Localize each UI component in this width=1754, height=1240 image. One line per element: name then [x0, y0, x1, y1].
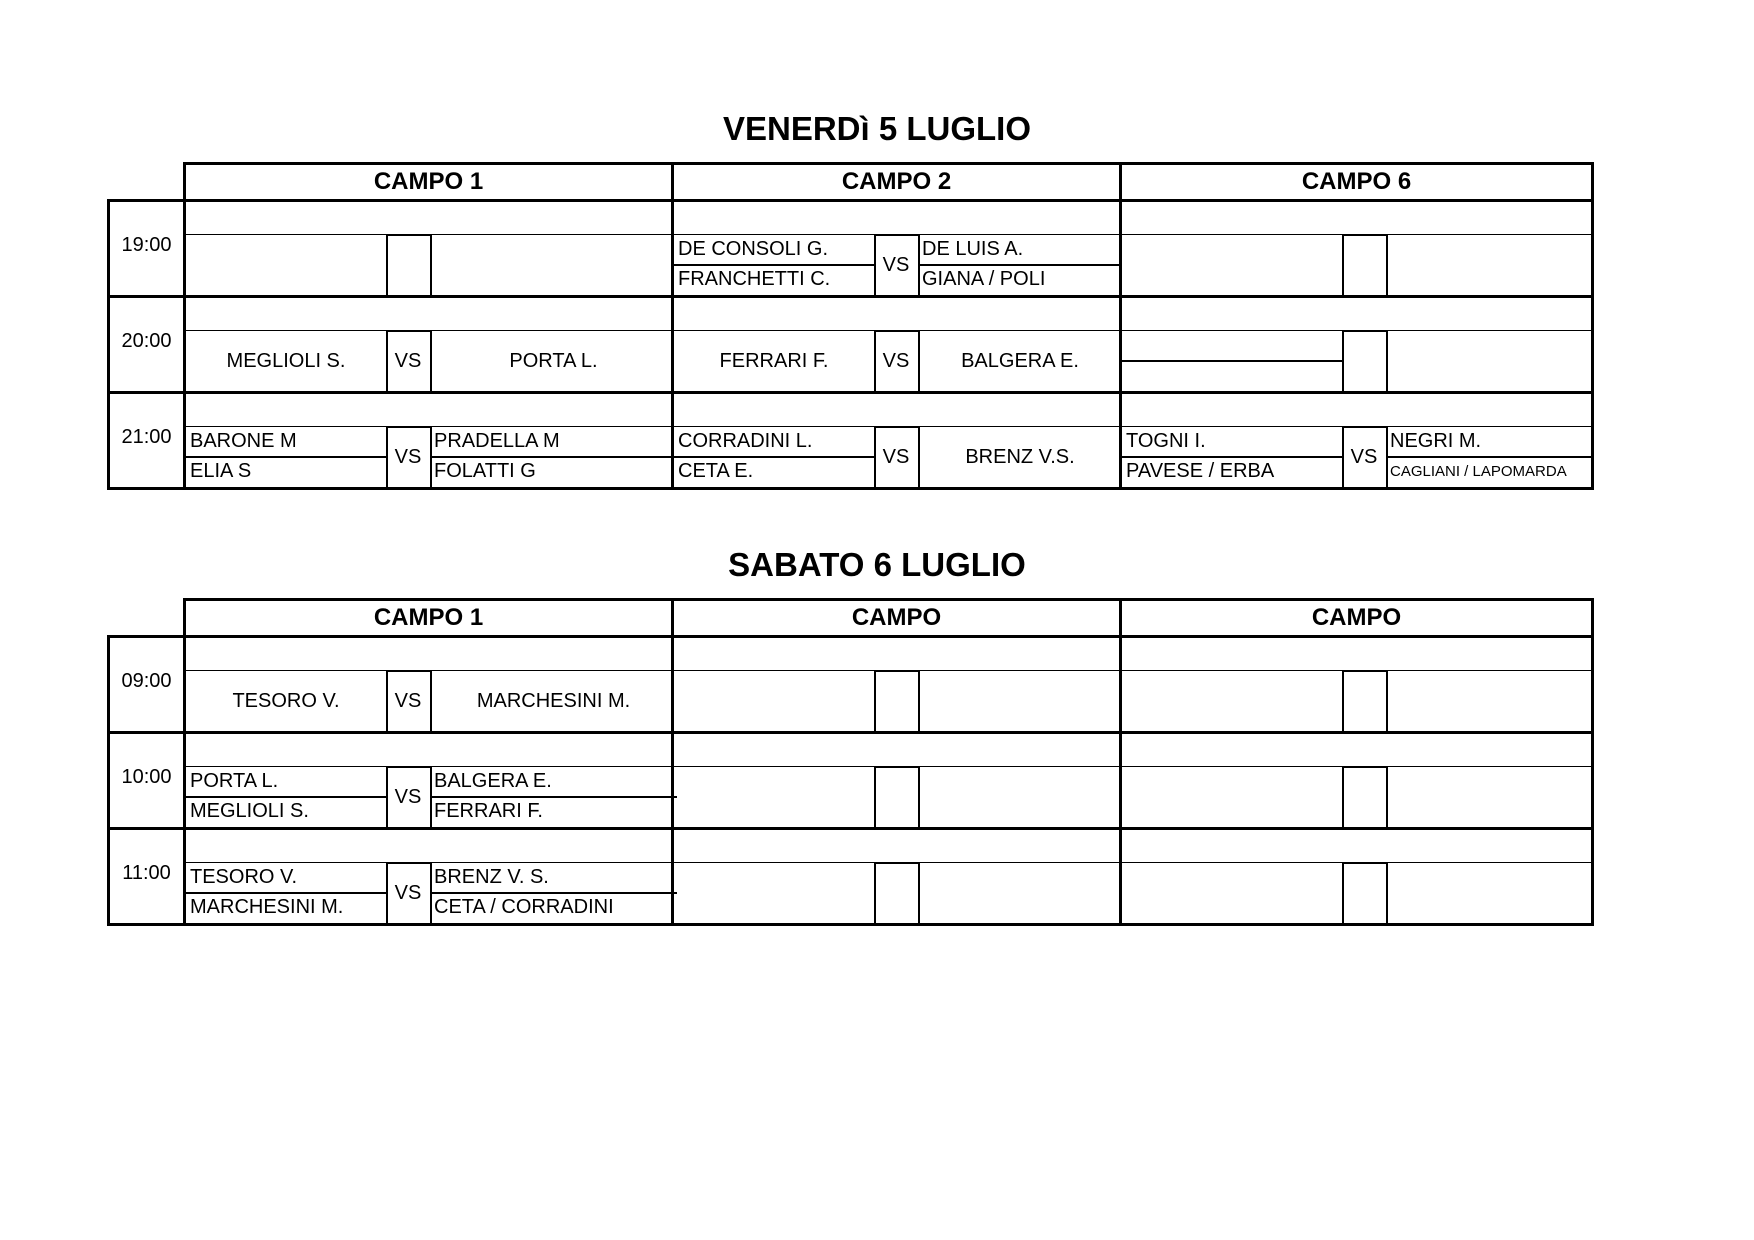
vs-divider — [1386, 234, 1388, 298]
vs-box-top — [1342, 862, 1386, 864]
vs-divider — [386, 234, 388, 298]
player-name: PORTA L. — [190, 770, 279, 792]
player-name: FERRARI F. — [719, 350, 829, 372]
vs-divider — [1342, 670, 1344, 734]
player-name: MARCHESINI M. — [476, 690, 631, 712]
vs-label: VS — [394, 445, 422, 468]
player-name: BALGERA E. — [434, 770, 552, 792]
match-cell — [183, 731, 674, 830]
vs-label: VS — [882, 253, 910, 276]
vs-box-top — [386, 234, 430, 236]
vs-divider — [430, 234, 432, 298]
vs-label: VS — [394, 349, 422, 372]
match-cell — [1122, 199, 1594, 298]
player-name: NEGRI M. — [1390, 430, 1482, 452]
vs-label: VS — [394, 881, 422, 904]
vs-box-top — [386, 862, 430, 864]
match-cell — [674, 635, 1122, 734]
vs-box-top — [386, 426, 430, 428]
vs-divider — [1342, 766, 1344, 830]
vs-label: VS — [882, 349, 910, 372]
player-name: CETA E. — [678, 460, 754, 482]
field-header: CAMPO 2 — [671, 162, 1122, 202]
match-cell — [183, 827, 674, 926]
player-name: PORTA L. — [509, 350, 598, 372]
match-cell — [1122, 731, 1594, 830]
vs-box-top — [386, 670, 430, 672]
field-header: CAMPO 1 — [183, 162, 674, 202]
field-header: CAMPO — [671, 598, 1122, 638]
vs-divider — [1342, 862, 1344, 926]
vs-divider — [1386, 670, 1388, 734]
player-name: PAVESE / ERBA — [1126, 460, 1275, 482]
vs-box-top — [1342, 426, 1386, 428]
player-name: BARONE M — [190, 430, 297, 452]
vs-box-top — [386, 330, 430, 332]
match-cell — [1122, 295, 1594, 394]
player-name: CETA / CORRADINI — [434, 896, 614, 918]
player-name: PRADELLA M — [434, 430, 560, 452]
player-name: CAGLIANI / LAPOMARDA — [1390, 463, 1567, 480]
field-header: CAMPO 6 — [1119, 162, 1594, 202]
time-slot: 11:00 — [107, 827, 186, 926]
player-name: MEGLIOLI S. — [190, 800, 309, 822]
vs-box-top — [1342, 670, 1386, 672]
vs-divider — [874, 670, 876, 734]
match-cell — [674, 295, 1122, 394]
player-name: FOLATTI G — [434, 460, 536, 482]
match-cell — [674, 199, 1122, 298]
vs-divider — [874, 766, 876, 830]
player-name: DE CONSOLI G. — [678, 238, 829, 260]
vs-label: VS — [882, 445, 910, 468]
vs-label: VS — [394, 785, 422, 808]
player-name: TESORO V. — [190, 866, 298, 888]
match-cell — [1122, 391, 1594, 490]
vs-box-top — [874, 670, 918, 672]
vs-divider — [1342, 234, 1344, 298]
player-name: BRENZ V. S. — [434, 866, 549, 888]
vs-divider — [918, 862, 920, 926]
vs-label: VS — [1350, 445, 1378, 468]
match-cell — [183, 391, 674, 490]
vs-divider — [874, 862, 876, 926]
vs-divider — [918, 670, 920, 734]
vs-divider — [1386, 330, 1388, 394]
vs-box-top — [386, 766, 430, 768]
day-title: VENERDì 5 LUGLIO — [722, 110, 1032, 147]
vs-box-top — [1342, 234, 1386, 236]
player-name: CORRADINI L. — [678, 430, 813, 452]
vs-divider — [1386, 862, 1388, 926]
player-name: ELIA S — [190, 460, 252, 482]
match-cell — [1122, 827, 1594, 926]
vs-box-top — [1342, 766, 1386, 768]
match-cell — [674, 391, 1122, 490]
match-cell — [1122, 635, 1594, 734]
vs-box-top — [874, 234, 918, 236]
vs-box-top — [1342, 330, 1386, 332]
vs-divider — [1386, 766, 1388, 830]
player-name: TOGNI I. — [1126, 430, 1206, 452]
vs-label: VS — [394, 689, 422, 712]
player-name: MEGLIOLI S. — [226, 350, 346, 372]
player-name: MARCHESINI M. — [190, 896, 344, 918]
player-name: TESORO V. — [232, 690, 340, 712]
time-slot: 20:00 — [107, 295, 186, 394]
player-name: GIANA / POLI — [922, 268, 1046, 290]
match-cell — [674, 731, 1122, 830]
vs-box-top — [874, 766, 918, 768]
pair-divider — [1122, 360, 1342, 362]
vs-box-top — [874, 330, 918, 332]
field-header: CAMPO 1 — [183, 598, 674, 638]
day-title: SABATO 6 LUGLIO — [728, 546, 1026, 583]
vs-box-top — [874, 426, 918, 428]
player-name: FRANCHETTI C. — [678, 268, 831, 290]
vs-divider — [918, 766, 920, 830]
time-slot: 21:00 — [107, 391, 186, 490]
player-name: DE LUIS A. — [922, 238, 1024, 260]
player-name: BRENZ V.S. — [965, 446, 1075, 468]
match-cell — [183, 635, 674, 734]
time-slot: 19:00 — [107, 199, 186, 298]
player-name: BALGERA E. — [961, 350, 1079, 372]
time-slot: 09:00 — [107, 635, 186, 734]
player-name: FERRARI F. — [434, 800, 543, 822]
match-cell — [183, 199, 674, 298]
match-cell — [183, 295, 674, 394]
field-header: CAMPO — [1119, 598, 1594, 638]
vs-box-top — [874, 862, 918, 864]
match-cell — [674, 827, 1122, 926]
time-slot: 10:00 — [107, 731, 186, 830]
vs-divider — [1342, 330, 1344, 394]
